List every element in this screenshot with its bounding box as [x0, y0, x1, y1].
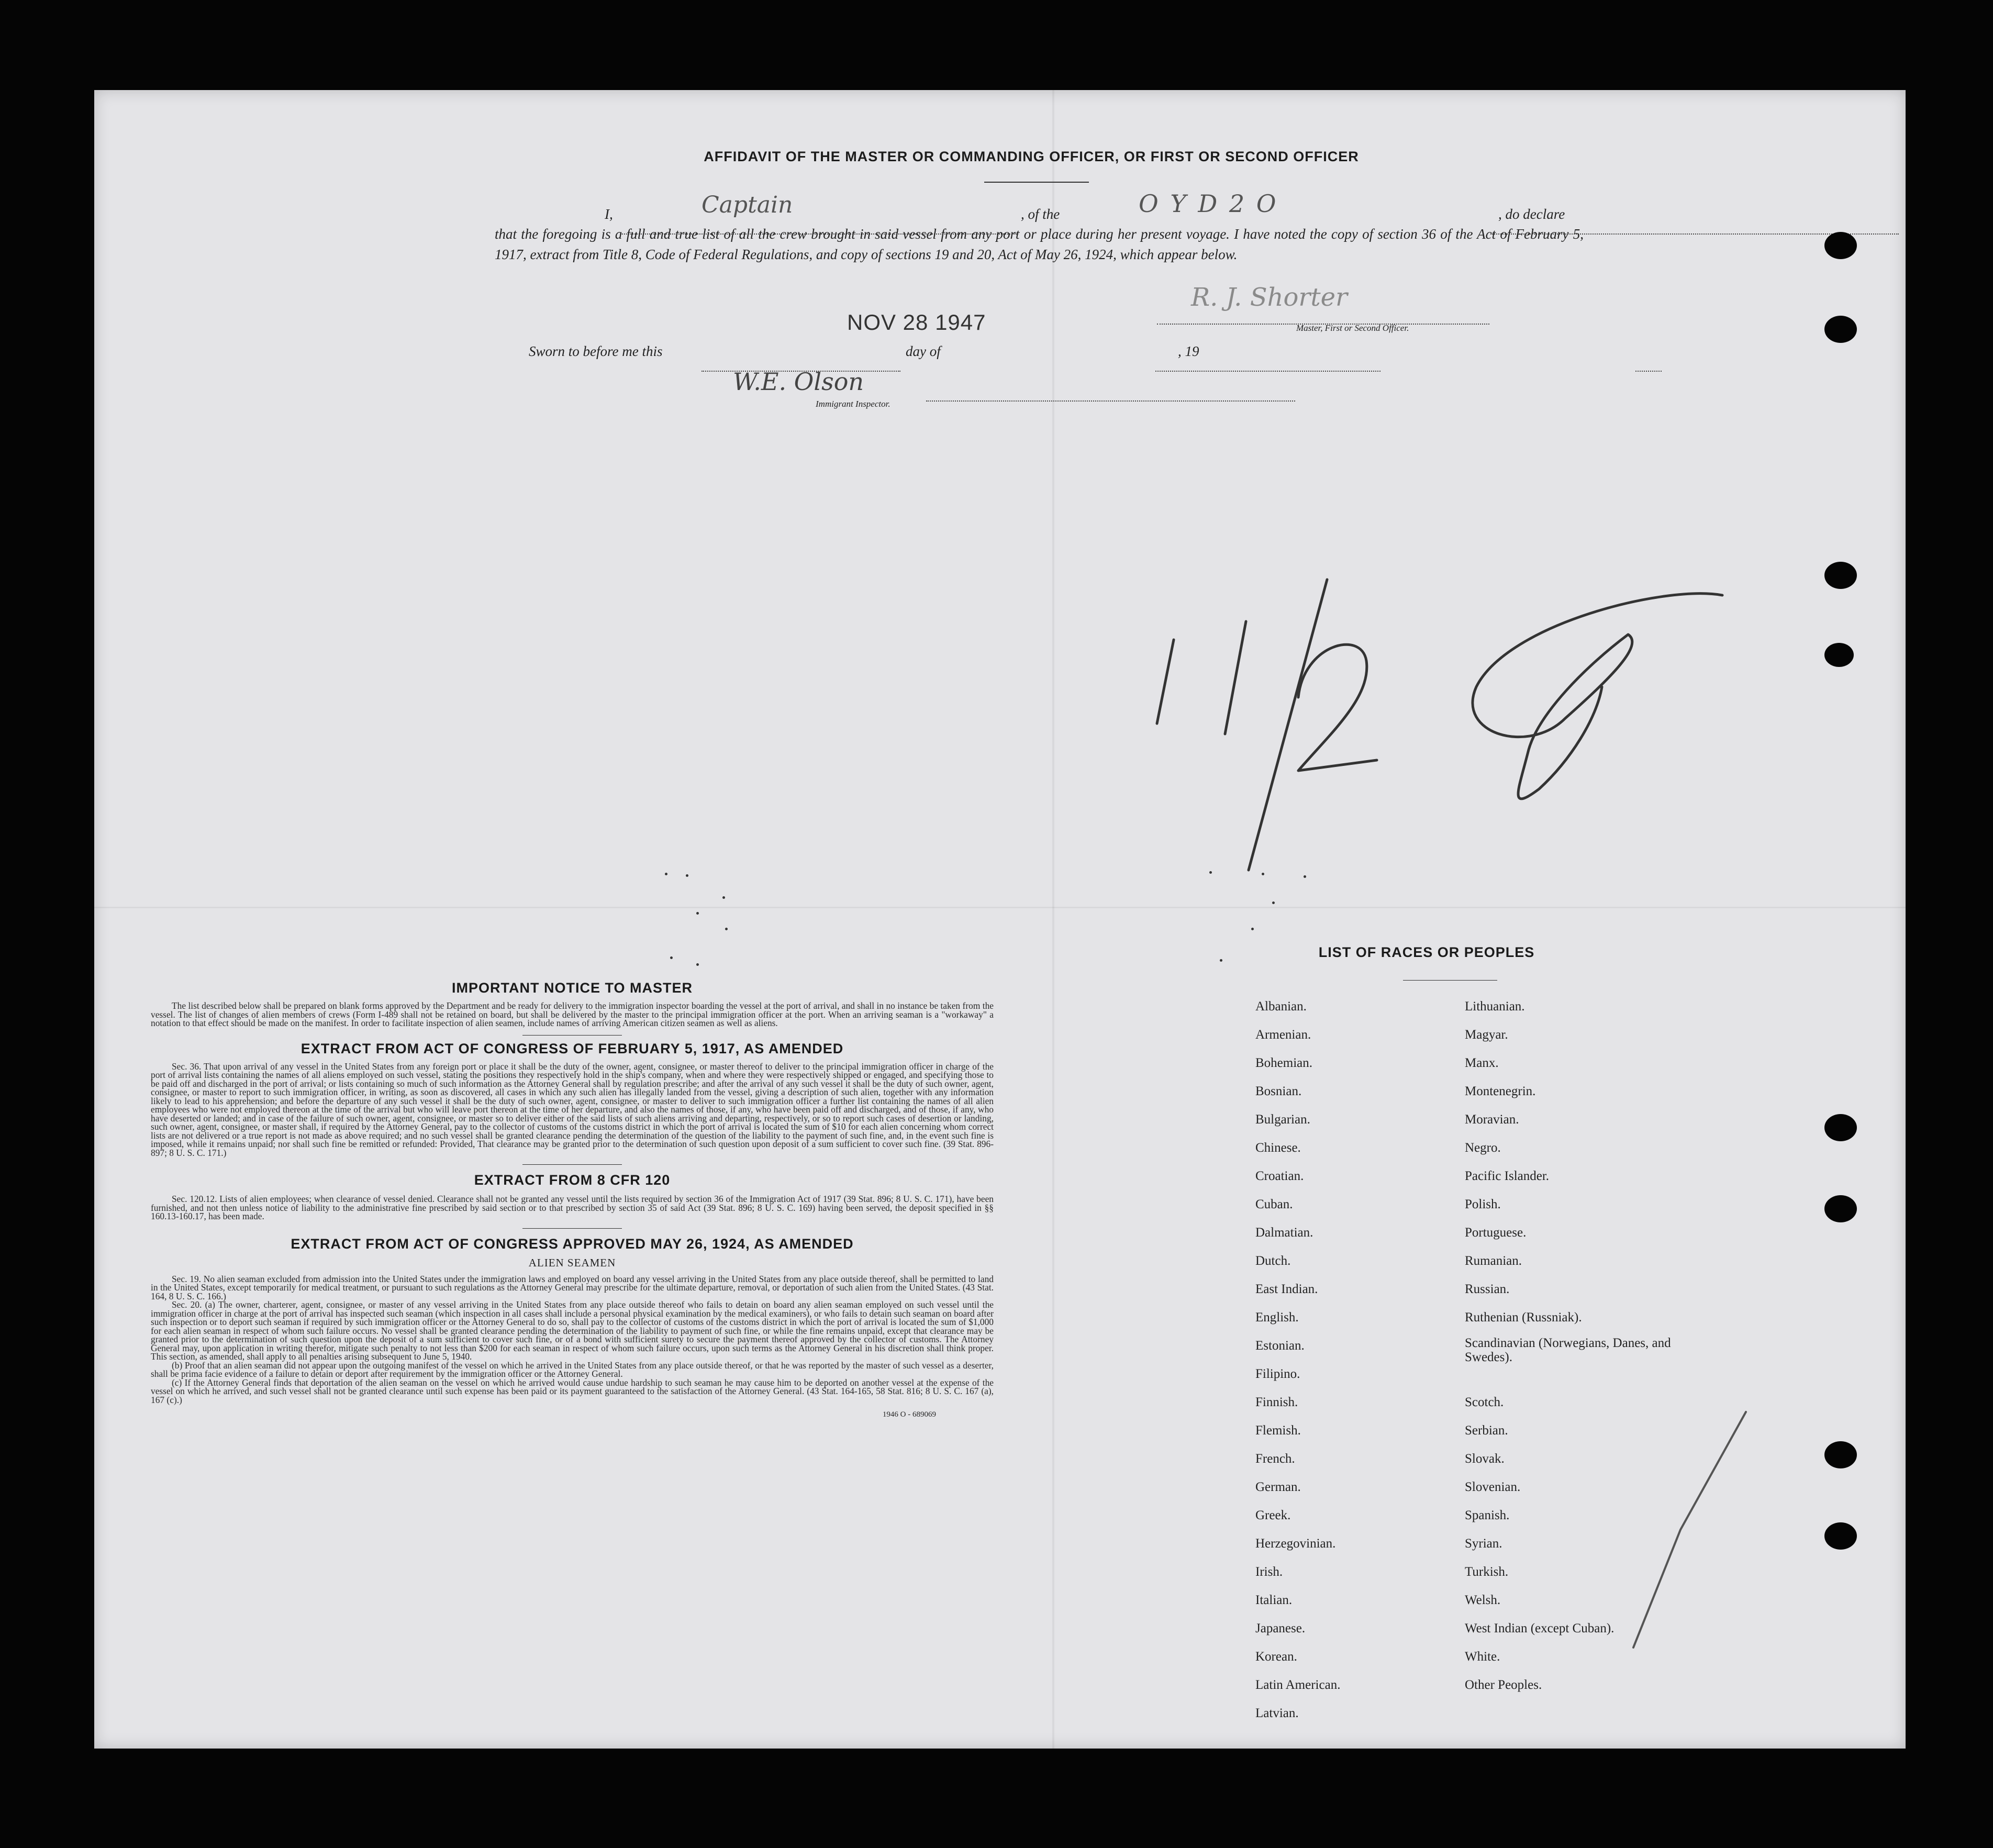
inspector-signature: W.E. Olson: [733, 368, 864, 396]
extract-1924-paragraph: (c) If the Attorney General finds that deportation of the alien seaman on the vessel on which he arrived would cause undue hardship to such seaman he may cause him to be deported on another vessel at the expense of the vessel on which he arrived, and such vessel shall not be granted clearance until such expense has been paid or its payment guaranteed to the satisfaction of the Attorney General. (43 Stat. 164-165, 58 Stat. 816; 8 U. S. C. 167 (a), 167 (c).): [151, 1377, 994, 1405]
race-item: Negro.: [1465, 1141, 1501, 1155]
sworn-year-field: [1635, 371, 1662, 372]
race-item: Magyar.: [1465, 1028, 1508, 1042]
affidavit-statement: that the foregoing is a full and true list of all the crew brought in said vessel from any port or place during her present voyage. I have noted the copy of section 36 of the Act of February 5, 1917, extract from Title 8, Code of Federal Regulations, and copy of sections 19 and 20, Act of May 26, 1924, which appear below.: [495, 226, 1584, 262]
race-item: Armenian.: [1255, 1028, 1311, 1042]
day-of-label: day of: [906, 343, 941, 359]
race-item: Greek.: [1255, 1508, 1291, 1522]
race-item: Spanish.: [1465, 1508, 1510, 1522]
extract-1924-paragraph: Sec. 20. (a) The owner, charterer, agent, consignee, or master of any vessel arriving in the United States from any place outside thereof who fails to detain on board any alien seaman employed on such vessel until the immigration officer in charge at the port of arrival has inspected such seaman (which inspection in all cases shall include a personal physical examination by the medical examiners), or who fails to detain such seaman on board after such inspection or to deport such seaman if required by such immigration officer or the Attorney General to do so, shall pay to the collector of customs of the customs district in which the port of arrival is located the sum of $1,000 for each alien seaman in respect of whom such failure occurs. No vessel shall be granted clearance pending the determination of the liability to payment of such fine, or while the fine remains unpaid, except that clearance may be granted prior to the determination of such question upon the deposit of a sum sufficient to cover such fine, or of a bond with sufficient surety to secure the payment thereof approved by the collector of customs. The Attorney General may, upon application in writing therefor, mitigate such penalty to not less than $200 for each seaman in respect of whom such failure occurs, upon such terms as the Attorney General in his discretion shall think proper. This section, as amended, shall apply to all penalties arising subsequent to June 5, 1940.: [151, 1299, 994, 1362]
document-sheet: [94, 90, 1906, 1749]
race-item: Flemish.: [1255, 1423, 1301, 1438]
race-item: Ruthenian (Russniak).: [1465, 1310, 1582, 1324]
race-item: Finnish.: [1255, 1395, 1298, 1409]
ink-speck: [1262, 873, 1264, 875]
ink-speck: [725, 928, 728, 930]
extract-1924-paragraph: Sec. 19. No alien seaman excluded from admission into the United States under the immigration laws and employed on board any vessel arriving in the United States from any place outside thereof, shall be permitted to land in the United States, except temporarily for medical treatment, or pursuant to such regulations as the Attorney General may prescribe for the ultimate departure, removal, or deportation of such alien from the United States. (43 Stat. 164, 8 U. S. C. 166.): [151, 1273, 994, 1301]
race-item: Estonian.: [1255, 1339, 1305, 1353]
master-signature: R. J. Shorter: [1191, 283, 1348, 312]
race-item: Russian.: [1465, 1282, 1510, 1296]
ink-speck: [1304, 875, 1306, 878]
race-item: Montenegrin.: [1465, 1084, 1536, 1098]
race-item: Other Peoples.: [1465, 1678, 1542, 1692]
fold-line-vertical: [1052, 90, 1054, 1749]
race-item: Scotch.: [1465, 1395, 1504, 1409]
race-item: Chinese.: [1255, 1141, 1301, 1155]
race-item: Lithuanian.: [1465, 999, 1525, 1014]
section-rule: [522, 1035, 622, 1036]
races-rule: [1403, 980, 1497, 981]
race-item: Japanese.: [1255, 1621, 1306, 1635]
ink-speck: [686, 874, 688, 877]
race-item: West Indian (except Cuban).: [1465, 1621, 1615, 1635]
affidavit-title: AFFIDAVIT OF THE MASTER OR COMMANDING OFFICER, OR FIRST OR SECOND OFFICER: [704, 149, 1359, 164]
do-declare-label: , do declare: [1498, 206, 1565, 222]
punch-hole: [1824, 643, 1854, 667]
year-label: , 19: [1178, 343, 1199, 359]
race-item: Albanian.: [1255, 999, 1307, 1014]
inspector-caption: Immigrant Inspector.: [816, 399, 890, 409]
races-left-column: [1255, 993, 1454, 1728]
punch-hole: [1824, 1522, 1857, 1550]
legal-column: [151, 980, 994, 1419]
section-rule: [522, 1228, 622, 1229]
race-item: Italian.: [1255, 1593, 1293, 1607]
race-item: Serbian.: [1465, 1423, 1508, 1438]
handwritten-date-note: [1141, 488, 1769, 886]
races-title: LIST OF RACES OR PEOPLES: [1318, 944, 1535, 960]
race-item: East Indian.: [1255, 1282, 1318, 1296]
ink-speck: [1272, 901, 1275, 904]
extract-1924-subtitle: ALIEN SEAMEN: [528, 1256, 616, 1269]
ink-speck: [665, 873, 667, 875]
sworn-month-field: [1155, 371, 1380, 372]
race-item: English.: [1255, 1310, 1299, 1324]
ink-speck: [722, 896, 725, 899]
punch-hole: [1824, 1195, 1857, 1222]
notice-title: IMPORTANT NOTICE TO MASTER: [452, 980, 693, 996]
race-item: Welsh.: [1465, 1593, 1501, 1607]
ink-speck: [670, 956, 673, 959]
race-item: Polish.: [1465, 1197, 1501, 1211]
ink-speck: [1220, 959, 1222, 962]
races-right-column: [1465, 993, 1685, 1699]
name-handwritten: Captain: [702, 192, 793, 218]
race-item: Portuguese.: [1465, 1226, 1527, 1240]
race-item: Moravian.: [1465, 1112, 1519, 1127]
race-item: Filipino.: [1255, 1367, 1300, 1381]
punch-hole: [1824, 562, 1857, 589]
note-stroke-8: [1473, 594, 1722, 799]
sworn-line: [529, 341, 1314, 366]
vessel-handwritten: O Y D 2 O: [1139, 190, 1278, 218]
title-rule: [984, 182, 1089, 183]
race-item: Bohemian.: [1255, 1056, 1313, 1070]
date-stamp: NOV 28 1947: [847, 310, 986, 335]
ink-speck: [1209, 871, 1212, 874]
note-stroke-1: [1157, 640, 1174, 723]
ink-speck: [696, 912, 699, 915]
race-item: Cuban.: [1255, 1197, 1293, 1211]
race-item: Rumanian.: [1465, 1254, 1522, 1268]
notice-text: The list described below shall be prepared on blank forms approved by the Department and be ready for delivery to the immigration inspector boarding the vessel at the port of arrival, and shall in no instance be taken from the vessel. The list of changes of alien members of crews (Form I-489 shall not be retained on board, but shall be delivered by the master to the principal immigration officer at the port. When an arriving seaman is a "workaway" a notation to that effect should be made on the manifest. In order to facilitate inspection of alien seamen, include names of arriving American citizen seamen as well as aliens.: [151, 1000, 994, 1028]
print-code: 1946 O - 689069: [882, 1410, 936, 1419]
punch-hole: [1824, 1114, 1857, 1141]
sworn-label: Sworn to before me this: [529, 343, 663, 359]
race-item: French.: [1255, 1452, 1295, 1466]
extract-1924-paragraph: (b) Proof that an alien seaman did not appear upon the outgoing manifest of the vessel on which he arrived in the United States from any place outside thereof, or that he was reported by the master of such vessel as a deserter, shall be prima facie evidence of a failure to detain or deport after requirement by the immigration officer or the Attorney General.: [151, 1360, 994, 1379]
ink-speck: [696, 963, 699, 966]
race-item: Scandinavian (Norwegians, Danes, and Swedes).: [1465, 1336, 1671, 1364]
race-item: Croatian.: [1255, 1169, 1304, 1183]
race-item: Latin American.: [1255, 1678, 1341, 1692]
race-item: Manx.: [1465, 1056, 1499, 1070]
race-item: Bosnian.: [1255, 1084, 1302, 1098]
of-the-label: , of the: [1021, 206, 1060, 222]
extract-cfr-text: Sec. 120.12. Lists of alien employees; when clearance of vessel denied. Clearance shall not be granted any vessel until the lists required by section 36 of the Immigration Act of 1917 (39 Stat. 896; 8 U. S. C. 171), have been furnished, and not then unless notice of liability to the administrative fine prescribed by said section or to that prescribed by section 35 of said Act (39 Stat. 896; 8 U. S. C. 169) having been served, the deposit specified in §§ 160.13-160.17, has been made.: [151, 1194, 994, 1221]
race-item: Turkish.: [1465, 1565, 1509, 1579]
punch-hole: [1824, 1441, 1857, 1468]
inspector-signature-line: [926, 400, 1295, 402]
note-stroke-2-curve: [1298, 644, 1377, 771]
race-item: Korean.: [1255, 1650, 1297, 1664]
race-item: Syrian.: [1465, 1537, 1502, 1551]
race-item: German.: [1255, 1480, 1301, 1494]
extract-1917-text: Sec. 36. That upon arrival of any vessel in the United States from any foreign port or place it shall be the duty of the owner, agent, consignee, or master thereof to deliver to the principal immigration officer in charge of the port of arrival lists containing the names of all aliens employed on such vessel, stating the positions they respectively hold in the ship's company, when and where they were respectively shipped or engaged, and specifying those to be paid off and discharged in the port of arrival; or lists containing so much of such information as the Attorney General shall by regulation prescribe; and after the arrival of any such vessel it shall be the duty of such owner, agent, consignee, or master to report to such immigration officer, in writing, as soon as discovered, all cases in which any such alien has illegally landed from the vessel, giving a description of such alien, together with any information likely to lead to his apprehension; and before the departure of any such vessel it shall be the duty of such owner, agent, consignee, or master to deliver to such immigration officer a further list containing the names of all alien employees who were not employed thereon at the time of the arrival but who will leave port thereon at the time of her departure, and also the names of those, if any, who have been paid off and discharged, and of those, if any, who have deserted or landed; and in case of the failure of such owner, agent, consignee, or master so to deliver either of the said lists of such aliens arriving and departing, respectively, or so to report such cases of desertion or landing, such owner, agent, consignee, or master shall, if required by the Attorney General, pay to the collector of customs of the customs district in which the port of arrival is located the sum of $10 for each alien concerning whom correct lists are not delivered or a true report is not made as above required; and no such vessel shall be granted clearance pending the determination of the question of the liability to the payment of such fine, and, in the event such fine is imposed, while it remains unpaid; nor shall such fine be remitted or refunded: Provided, That clearance may be granted prior to the determination of such question upon deposit of a sum sufficient to cover such fine. (39 Stat. 896-897; 8 U. S. C. 171.): [151, 1061, 994, 1158]
punch-hole: [1824, 232, 1857, 259]
punch-hole: [1824, 316, 1857, 343]
ink-speck: [1251, 928, 1254, 930]
race-item: Pacific Islander.: [1465, 1169, 1550, 1183]
race-item: Herzegovinian.: [1255, 1537, 1336, 1551]
race-item: Irish.: [1255, 1565, 1283, 1579]
extract-1924-title: EXTRACT FROM ACT OF CONGRESS APPROVED MAY 26, 1924, AS AMENDED: [291, 1235, 854, 1252]
extract-1917-title: EXTRACT FROM ACT OF CONGRESS OF FEBRUARY 5, 1917, AS AMENDED: [300, 1040, 844, 1056]
note-stroke-slash: [1249, 580, 1327, 870]
extract-cfr-title: EXTRACT FROM 8 CFR 120: [474, 1172, 671, 1188]
race-item: Dutch.: [1255, 1254, 1291, 1268]
race-item: White.: [1465, 1650, 1500, 1664]
fold-line-horizontal: [94, 907, 1906, 908]
master-caption: Master, First or Second Officer.: [1296, 323, 1409, 333]
i-label: I,: [605, 206, 613, 222]
race-item: Bulgarian.: [1255, 1112, 1310, 1127]
race-item: Slovenian.: [1465, 1480, 1521, 1494]
section-rule: [522, 1164, 622, 1165]
race-item: Latvian.: [1255, 1706, 1299, 1720]
note-stroke-2: [1225, 621, 1246, 734]
race-item: Slovak.: [1465, 1452, 1505, 1466]
race-item: Dalmatian.: [1255, 1226, 1313, 1240]
